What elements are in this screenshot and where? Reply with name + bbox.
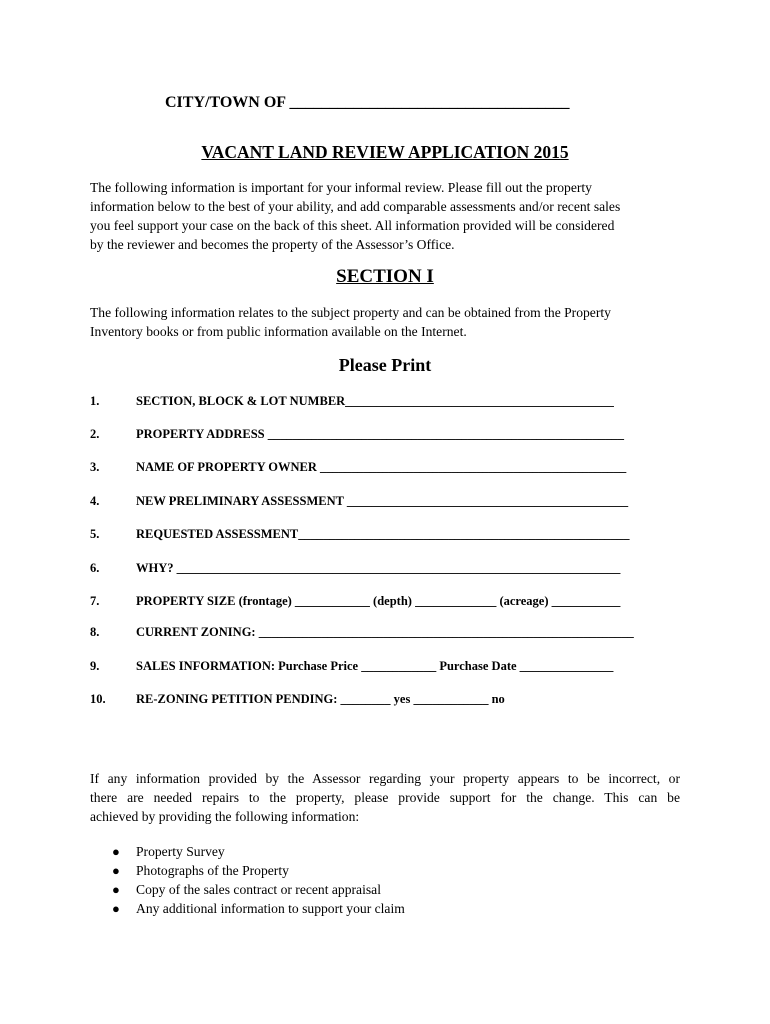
list-item (112, 880, 405, 899)
bullet-icon: ● (112, 882, 120, 897)
closing-paragraph (90, 769, 680, 826)
item-property-size[interactable]: PROPERTY SIZE (frontage) ____________ (depth) _____________ (acreage) ___________ (136, 594, 621, 608)
item-new-preliminary-assessment[interactable]: NEW PRELIMINARY ASSESSMENT _____________________________________________ (136, 494, 629, 508)
list-item (112, 861, 405, 880)
item-requested-assessment[interactable]: REQUESTED ASSESSMENT_____________________________________________________ (136, 527, 630, 541)
intro-line: you feel support your case on the back of this sheet. All information provided will be considered (90, 218, 615, 233)
closing-line: If any information provided by the Assessor regarding your property appears to be incorrect, or (90, 771, 680, 786)
item-sales-information[interactable]: SALES INFORMATION: Purchase Price ____________ Purchase Date _______________ (136, 659, 614, 673)
intro-paragraph (90, 178, 680, 254)
item-number: 8. (90, 625, 100, 639)
item-property-address[interactable]: PROPERTY ADDRESS _________________________________________________________ (136, 427, 625, 441)
intro-line: information below to the best of your ability, and add comparable assessments and/or recent sales (90, 199, 621, 214)
item-number: 7. (90, 594, 100, 608)
section-description-line: The following information relates to the subject property and can be obtained from the Property (90, 305, 611, 320)
bullet-icon: ● (112, 863, 120, 878)
item-number: 5. (90, 527, 100, 541)
item-number: 6. (90, 561, 100, 575)
intro-line: The following information is important for your informal review. Please fill out the property (90, 180, 592, 195)
item-section-block-lot[interactable]: SECTION, BLOCK & LOT NUMBER___________________________________________ (136, 394, 614, 408)
section-heading: SECTION I (336, 266, 434, 287)
closing-line: there are needed repairs to the property, please provide support for the change. This can be (90, 790, 680, 805)
closing-line: achieved by providing the following information: (90, 809, 360, 824)
item-why[interactable]: WHY? _______________________________________________________________________ (136, 561, 621, 575)
list-item (112, 842, 405, 861)
bullet-icon: ● (112, 844, 120, 859)
item-number: 9. (90, 659, 100, 673)
item-number: 3. (90, 460, 100, 474)
section-description-line: Inventory books or from public information available on the Internet. (90, 324, 467, 339)
supporting-documents-list (112, 842, 405, 918)
intro-line: by the reviewer and becomes the property of the Assessor’s Office. (90, 237, 455, 252)
list-item-label: Copy of the sales contract or recent appraisal (136, 882, 381, 897)
list-item-label: Property Survey (136, 844, 225, 859)
list-item-label: Photographs of the Property (136, 863, 289, 878)
section-description (90, 303, 680, 341)
item-property-owner[interactable]: NAME OF PROPERTY OWNER _________________________________________________ (136, 460, 627, 474)
item-number: 2. (90, 427, 100, 441)
item-current-zoning[interactable]: CURRENT ZONING: ____________________________________________________________ (136, 625, 634, 639)
bullet-icon: ● (112, 901, 120, 916)
list-item (112, 899, 405, 918)
item-number: 4. (90, 494, 100, 508)
form-title: VACANT LAND REVIEW APPLICATION 2015 (201, 142, 569, 162)
please-print-heading: Please Print (338, 355, 432, 375)
item-number: 1. (90, 394, 100, 408)
item-number: 10. (90, 692, 106, 706)
list-item-label: Any additional information to support your claim (136, 901, 405, 916)
city-town-line: CITY/TOWN OF ___________________________________ (165, 94, 570, 111)
item-rezoning-petition[interactable]: RE-ZONING PETITION PENDING: ________ yes ____________ no (136, 692, 505, 706)
